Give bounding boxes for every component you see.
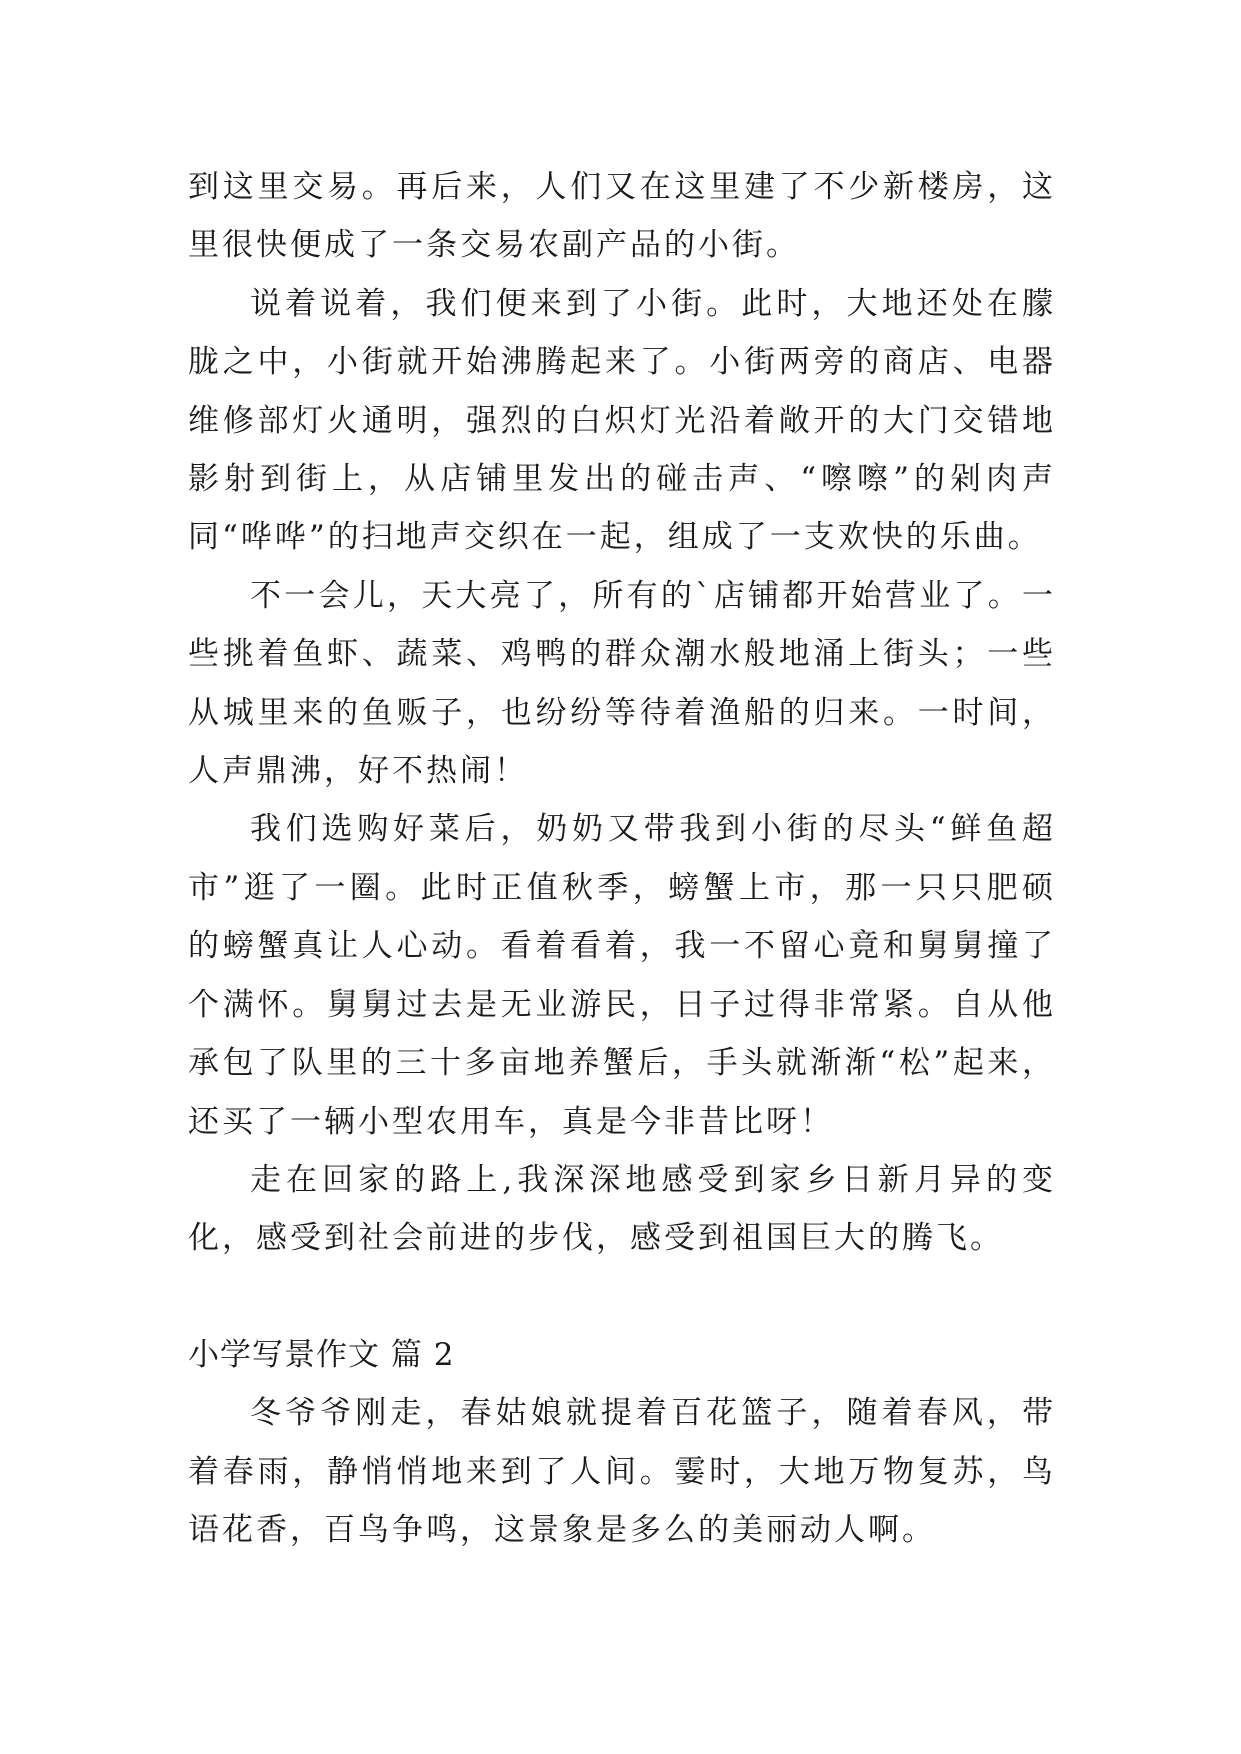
paragraph-shops-open: 不一会儿，天大亮了，所有的`店铺都开始营业了。一些挑着鱼虾、蔬菜、鸡鸭的群众潮水般地涌上街头；一些从城里来的鱼贩子，也纷纷等待着渔船的归来。一时间，人声鼎沸，好不热闹！ bbox=[188, 577, 1056, 790]
section-heading: 小学写景作文 篇 2 bbox=[188, 1336, 455, 1373]
paragraph-conclusion: 走在回家的路上,我深深地感受到家乡日新月异的变化，感受到社会前进的步伐，感受到祖国巨大的腾飞。 bbox=[188, 1161, 1056, 1257]
paragraph-spring: 冬爷爷刚走，春姑娘就提着百花篮子，随着春风，带着春雨，静悄悄地来到了人间。霎时，大地万物复苏，鸟语花香，百鸟争鸣，这景象是多么的美丽动人啊。 bbox=[188, 1395, 1056, 1548]
paragraph-street-waking: 说着说着，我们便来到了小街。此时，大地还处在朦胧之中，小街就开始沸腾起来了。小街两旁的商店、电器维修部灯火通明，强烈的白炽灯光沿着敞开的大门交错地影射到街上，从店铺里发出的碰击声、“嚓嚓”的剁肉声同“哗哗”的扫地声交织在一起，组成了一支欢快的乐曲。 bbox=[188, 285, 1056, 556]
paragraph-continuation: 到这里交易。再后来，人们又在这里建了不少新楼房，这里很快便成了一条交易农副产品的小街。 bbox=[188, 169, 1056, 264]
document-body bbox=[188, 158, 1056, 1559]
paragraph-fish-market: 我们选购好菜后，奶奶又带我到小街的尽头“鲜鱼超市”逛了一圈。此时正值秋季，螃蟹上市，那一只只肥硕的螃蟹真让人心动。看着看着，我一不留心竟和舅舅撞了个满怀。舅舅过去是无业游民，日子过得非常紧。自从他承包了队里的三十多亩地养蟹后，手头就渐渐“松”起来，还买了一辆小型农用车，真是今非昔比呀！ bbox=[188, 811, 1056, 1140]
